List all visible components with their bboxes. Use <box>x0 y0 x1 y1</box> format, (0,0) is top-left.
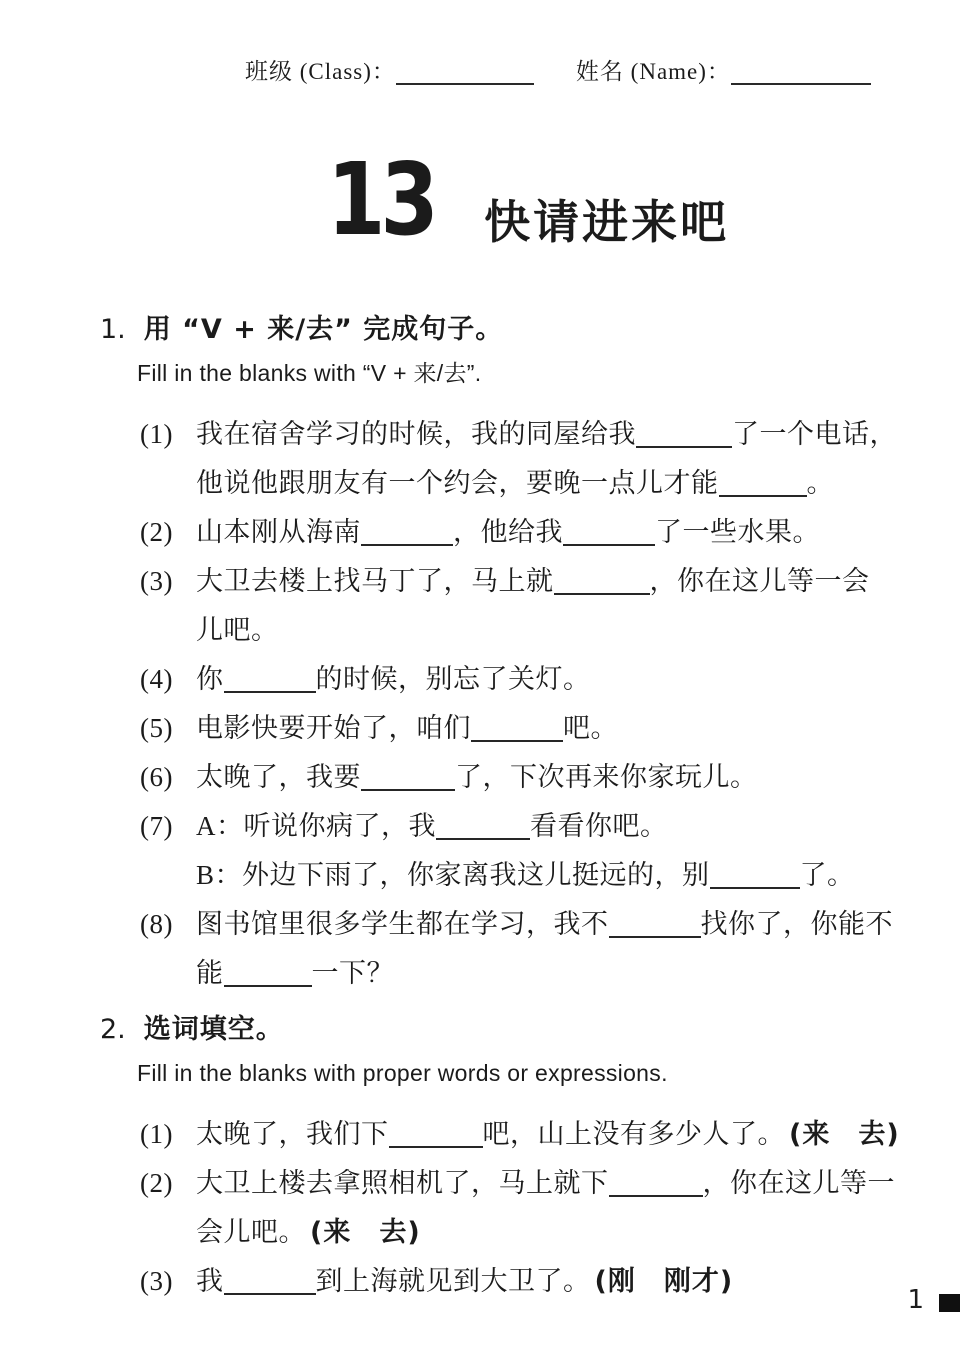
item-number: (3) <box>140 566 173 596</box>
text-segment: 山本刚从海南 <box>196 517 361 547</box>
exercise-item-continuation <box>140 459 920 508</box>
exercise-section <box>0 1012 960 1306</box>
section-heading <box>0 1012 960 1048</box>
class-blank-line <box>396 83 534 85</box>
page-header <box>245 55 871 89</box>
exercise-item-continuation <box>140 949 920 998</box>
exercise-item-line <box>140 704 920 753</box>
exercise-item-continuation <box>140 606 920 655</box>
item-number: (2) <box>140 517 173 547</box>
item-number: (3) <box>140 1266 173 1296</box>
item-number: (7) <box>140 811 173 841</box>
section-heading <box>0 312 960 348</box>
text-segment: 了一个电话， <box>732 419 897 449</box>
blank-line <box>436 838 530 840</box>
text-segment: ，你在这儿等一 <box>702 1168 895 1198</box>
item-number: (6) <box>140 762 173 792</box>
section-heading-zh: 用 “V + 来/去” 完成句子。 <box>143 314 504 345</box>
exercise-section <box>0 312 960 998</box>
text-segment: 吧，山上没有多少人了。 <box>482 1119 785 1149</box>
text-segment: 大卫去楼上找马丁了，马上就 <box>196 566 554 596</box>
blank-line <box>719 495 807 497</box>
class-label: 班级 (Class)： <box>245 59 396 84</box>
exercise-item-continuation <box>140 851 920 900</box>
blank-line <box>609 1195 703 1197</box>
text-segment: 你 <box>196 664 224 694</box>
blank-line <box>563 544 655 546</box>
exercise-item-line <box>140 802 920 851</box>
section-number: 2. <box>100 1014 126 1045</box>
item-number: (8) <box>140 909 173 939</box>
text-segment: 。 <box>806 468 834 498</box>
text-segment: 了一些水果。 <box>655 517 820 547</box>
text-segment: B：外边下雨了，你家离我这儿挺远的，别 <box>196 860 710 890</box>
exercise-item-line <box>140 1159 920 1208</box>
text-segment: 图书馆里很多学生都在学习，我不 <box>196 909 609 939</box>
text-segment: 看看你吧。 <box>530 811 668 841</box>
text-segment: A：听说你病了，我 <box>196 811 436 841</box>
text-segment: 太晚了，我们下 <box>196 1119 389 1149</box>
exercise-item-line <box>140 900 920 949</box>
text-segment: ，你在这儿等一会 <box>649 566 870 596</box>
text-segment: 了，下次再来你家玩儿。 <box>455 762 758 792</box>
section-heading-en: Fill in the blanks with proper words or expressions. <box>137 1060 668 1086</box>
blank-line <box>710 887 800 889</box>
page-number: 1 <box>907 1285 924 1315</box>
text-segment: 吧。 <box>563 713 618 743</box>
word-bank: (来 去) <box>789 1119 900 1150</box>
name-blank-line <box>731 83 871 85</box>
text-segment: 会儿吧。 <box>196 1217 306 1247</box>
lesson-number: 13 <box>327 141 434 258</box>
blank-line <box>361 789 455 791</box>
exercise-item-line <box>140 1257 920 1306</box>
section-items <box>0 410 960 998</box>
exercise-item-line <box>140 655 920 704</box>
blank-line <box>224 1293 316 1295</box>
item-number: (4) <box>140 664 173 694</box>
sections <box>0 312 960 1306</box>
text-segment: ，他给我 <box>453 517 563 547</box>
text-segment: 的时候，别忘了关灯。 <box>315 664 591 694</box>
text-segment: 到上海就见到大卫了。 <box>315 1266 591 1296</box>
lesson-title-block <box>327 141 730 258</box>
exercise-item-line <box>140 508 920 557</box>
blank-line <box>609 936 701 938</box>
blank-line <box>224 985 312 987</box>
item-number: (1) <box>140 419 173 449</box>
blank-line <box>636 446 732 448</box>
exercise-item-line <box>140 753 920 802</box>
blank-line <box>471 740 563 742</box>
section-heading-en: Fill in the blanks with “V + 来/去”. <box>137 360 482 386</box>
exercise-item-line <box>140 410 920 459</box>
text-segment: 太晚了，我要 <box>196 762 361 792</box>
text-segment: 儿吧。 <box>196 615 279 645</box>
name-label: 姓名 (Name)： <box>575 59 731 84</box>
text-segment: 他说他跟朋友有一个约会，要晚一点儿才能 <box>196 468 719 498</box>
item-number: (2) <box>140 1168 173 1198</box>
text-segment: 我 <box>196 1266 224 1296</box>
exercise-item-line <box>140 557 920 606</box>
text-segment: 一下？ <box>311 958 394 988</box>
lesson-title: 快请进来吧 <box>484 195 730 249</box>
text-segment: 电影快要开始了，咱们 <box>196 713 471 743</box>
text-segment: 我在宿舍学习的时候，我的同屋给我 <box>196 419 636 449</box>
section-heading-zh: 选词填空。 <box>143 1014 284 1045</box>
text-segment: 能 <box>196 958 224 988</box>
word-bank: (来 去) <box>310 1217 421 1248</box>
blank-line <box>224 691 316 693</box>
exercise-item-continuation <box>140 1208 920 1257</box>
section-items <box>0 1110 960 1306</box>
bleed-tab-marker <box>939 1294 960 1312</box>
text-segment: 大卫上楼去拿照相机了，马上就下 <box>196 1168 609 1198</box>
blank-line <box>389 1146 483 1148</box>
item-number: (1) <box>140 1119 173 1149</box>
blank-line <box>361 544 453 546</box>
exercise-item-line <box>140 1110 920 1159</box>
section-number: 1. <box>100 314 126 345</box>
text-segment: 找你了，你能不 <box>700 909 893 939</box>
blank-line <box>554 593 650 595</box>
item-number: (5) <box>140 713 173 743</box>
text-segment: 了。 <box>799 860 855 890</box>
word-bank: (刚 刚才) <box>594 1266 734 1297</box>
